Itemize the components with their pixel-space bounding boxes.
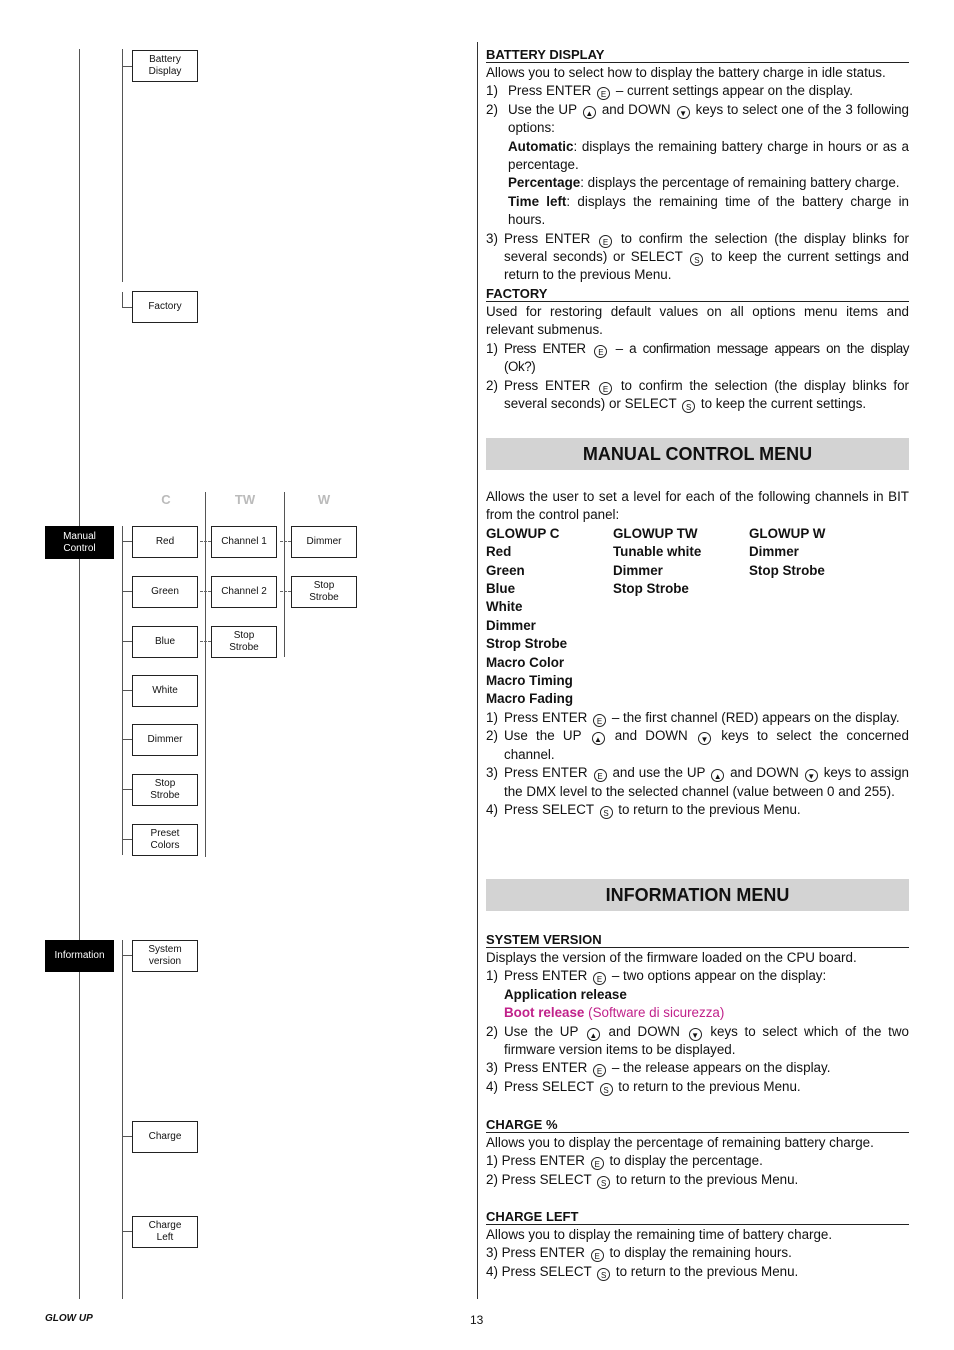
manual-step-1: 1) Press ENTER E – the first channel (RED) appears on the display. — [486, 709, 900, 726]
option-time-left: Time left: displays the remaining time of the battery charge in hours. — [508, 193, 909, 228]
select-key-icon: S — [597, 1176, 610, 1189]
charge-percent-intro: Allows you to display the percentage of remaining battery charge. — [486, 1135, 874, 1150]
channel-w-node-connector — [280, 541, 291, 543]
channel-w-node: Dimmer — [291, 526, 357, 558]
enter-key-icon: E — [599, 235, 612, 248]
channel-entry: Macro Timing — [486, 673, 573, 689]
channel-entry: GLOWUP C — [486, 525, 560, 541]
enter-key-icon: E — [593, 714, 606, 727]
charge-left-section — [486, 1209, 909, 1281]
channel-entry: Strop Strobe — [486, 636, 568, 652]
channel-tw-node-connector — [200, 641, 211, 643]
sysver-step-1: 1) Press ENTER E – two options appear on the display: — [486, 968, 827, 985]
up-arrow-icon: ▲ — [587, 1028, 600, 1041]
channel-entry: GLOWUP TW — [613, 525, 698, 541]
charge-percent-title: CHARGE % — [486, 1117, 909, 1133]
factory-title: FACTORY — [486, 286, 909, 302]
enter-key-icon: E — [593, 1064, 606, 1077]
factory-node: Factory — [132, 291, 198, 323]
factory-step-2: 2) Press ENTER E to confirm the selection (the display blinks for several seconds) or SELECT S to keep the current settings. — [486, 377, 909, 413]
enter-key-icon: E — [599, 382, 612, 395]
channel-table — [486, 525, 909, 709]
information-item-node: Charge — [132, 1121, 198, 1153]
channel-column-tw — [613, 525, 749, 709]
channel-entry: GLOWUP W — [749, 525, 826, 541]
channel-tw-node: Channel 2 — [211, 576, 277, 608]
battery-display-intro: Allows you to select how to display the battery charge in idle status. — [486, 65, 886, 80]
manual-step-4: 4) Press SELECT S to return to the previous Menu. — [486, 801, 801, 818]
channel-tw-node-connector — [200, 591, 211, 593]
information-node: Information — [45, 940, 114, 972]
select-key-icon: S — [682, 400, 695, 413]
up-arrow-icon: ▲ — [583, 106, 596, 119]
enter-key-icon: E — [591, 1157, 604, 1170]
channel-entry: White — [486, 599, 523, 615]
select-key-icon: S — [597, 1268, 610, 1281]
enter-key-icon: E — [597, 87, 610, 100]
battery-step-2: 2) Use the UP ▲ and DOWN ▼ keys to select one of the 3 following options: — [486, 101, 909, 136]
sysver-step-3: 3) Press ENTER E – the release appears on the display. — [486, 1060, 831, 1077]
channel-c-node-connector — [122, 641, 132, 642]
battery-display-title: BATTERY DISPLAY — [486, 47, 909, 63]
channel-entry: Stop Strobe — [613, 581, 689, 597]
column-header-w: W — [317, 492, 331, 507]
charge-left-step-2: 4) Press SELECT S to return to the previous Menu. — [486, 1263, 799, 1280]
information-item-node: System version — [132, 940, 198, 972]
sysver-step-2: 2) Use the UP ▲ and DOWN ▼ keys to select which of the two firmware version items to be displayed. — [486, 1023, 909, 1058]
channel-c-node-connector — [122, 739, 132, 740]
information-menu-header: INFORMATION MENU — [486, 879, 909, 911]
channel-column-w — [749, 525, 825, 709]
up-arrow-icon: ▲ — [711, 769, 724, 782]
channel-c-node-connector — [122, 541, 132, 542]
channel-entry: Macro Color — [486, 654, 565, 670]
select-key-icon: S — [690, 253, 703, 266]
channel-c-node-connector — [122, 591, 132, 592]
select-key-icon: S — [600, 806, 613, 819]
column-header-c: C — [161, 492, 171, 507]
footer-brand: GLOW UP — [45, 1313, 93, 1324]
channel-entry: Dimmer — [486, 617, 536, 633]
system-version-intro: Displays the version of the firmware loaded on the CPU board. — [486, 950, 857, 965]
column-header-tw: TW — [234, 492, 256, 507]
factory-intro: Used for restoring default values on all options menu items and relevant submenus. — [486, 304, 909, 338]
channel-entry: Red — [486, 544, 512, 560]
down-arrow-icon: ▼ — [689, 1028, 702, 1041]
enter-key-icon: E — [591, 1249, 604, 1262]
charge-percent-section — [486, 1117, 909, 1189]
column-divider — [477, 42, 478, 1299]
option-percentage: Percentage: displays the percentage of remaining battery charge. — [508, 175, 900, 191]
factory-section — [486, 286, 909, 413]
charge-left-step-1: 3) Press ENTER E to display the remaining hours. — [486, 1245, 792, 1262]
information-item-node-connector — [122, 1231, 132, 1232]
channel-c-node-connector — [122, 789, 132, 790]
channel-tw-node: Channel 1 — [211, 526, 277, 558]
manual-step-2: 2) Use the UP ▲ and DOWN ▼ keys to select the concerned channel. — [486, 728, 909, 762]
battery-display-node: Battery Display — [132, 50, 198, 82]
down-arrow-icon: ▼ — [805, 769, 818, 782]
factory-step-1: 1) Press ENTER E – a confirmation message appears on the display (Ok?) — [486, 340, 909, 375]
manual-control-node: Manual Control — [45, 526, 114, 559]
channel-c-node-connector — [122, 690, 132, 691]
channel-entry: Dimmer — [613, 562, 663, 578]
battery-display-section — [486, 47, 909, 285]
channel-entry: Macro Fading — [486, 691, 574, 707]
channel-tw-node-connector — [200, 541, 211, 543]
enter-key-icon: E — [593, 972, 606, 985]
down-arrow-icon: ▼ — [677, 106, 690, 119]
manual-control-section — [486, 488, 909, 819]
sysver-step-4: 4) Press SELECT S to return to the previous Menu. — [486, 1078, 801, 1095]
channel-c-node: Preset Colors — [132, 824, 198, 856]
boot-release-option: Boot release (Software di sicurezza) — [504, 1005, 725, 1021]
channel-c-node: White — [132, 675, 198, 707]
main-trunk-line — [79, 49, 80, 1299]
channel-c-node: Green — [132, 576, 198, 608]
information-item-node: Charge Left — [132, 1216, 198, 1248]
channel-c-node: Stop Strobe — [132, 774, 198, 806]
channel-entry: Blue — [486, 581, 516, 597]
channel-w-node: Stop Strobe — [291, 576, 357, 608]
system-version-title: SYSTEM VERSION — [486, 932, 909, 948]
channel-entry: Stop Strobe — [749, 562, 825, 578]
options-branch-line-2 — [122, 292, 123, 308]
options-branch-line — [122, 49, 123, 282]
page-number: 13 — [470, 1313, 484, 1327]
channel-c-node: Dimmer — [132, 724, 198, 756]
select-key-icon: S — [600, 1083, 613, 1096]
manual-control-menu-header: MANUAL CONTROL MENU — [486, 438, 909, 470]
up-arrow-icon: ▲ — [592, 732, 605, 745]
channel-c-node: Blue — [132, 626, 198, 658]
channel-entry: Dimmer — [749, 544, 799, 560]
charge-left-title: CHARGE LEFT — [486, 1209, 909, 1225]
channel-entry: Green — [486, 562, 525, 578]
battery-step-3: 3) Press ENTER E to confirm the selection (the display blinks for several seconds) or SELECT S to keep the current settings and return to the previous Menu. — [486, 230, 909, 283]
information-item-node-connector — [122, 1136, 132, 1137]
channel-column-c — [486, 525, 613, 709]
charge-step-1: 1) Press ENTER E to display the percentage. — [486, 1153, 763, 1170]
application-release-option: Application release — [504, 986, 627, 1002]
channel-c-node-connector — [122, 839, 132, 840]
channel-c-node: Red — [132, 526, 198, 558]
channel-w-node-connector — [280, 591, 291, 593]
battery-step-1: 1) Press ENTER E – current settings appear on the display. — [486, 83, 854, 100]
channel-entry: Tunable white — [613, 544, 702, 560]
manual-step-3: 3) Press ENTER E and use the UP ▲ and DOWN ▼ keys to assign the DMX level to the selected channel (value between 0 and 255). — [486, 765, 909, 799]
information-item-node-connector — [122, 955, 132, 956]
charge-left-intro: Allows you to display the remaining time of battery charge. — [486, 1227, 833, 1242]
channel-tw-node: Stop Strobe — [211, 626, 277, 658]
down-arrow-icon: ▼ — [698, 732, 711, 745]
manual-intro: Allows the user to set a level for each of the following channels in BIT from the control panel: — [486, 489, 909, 523]
option-automatic: Automatic: displays the remaining battery charge in hours or as a percentage. — [508, 138, 909, 173]
system-version-section — [486, 932, 909, 1096]
enter-key-icon: E — [594, 769, 607, 782]
enter-key-icon: E — [594, 345, 607, 358]
charge-step-2: 2) Press SELECT S to return to the previous Menu. — [486, 1171, 799, 1188]
